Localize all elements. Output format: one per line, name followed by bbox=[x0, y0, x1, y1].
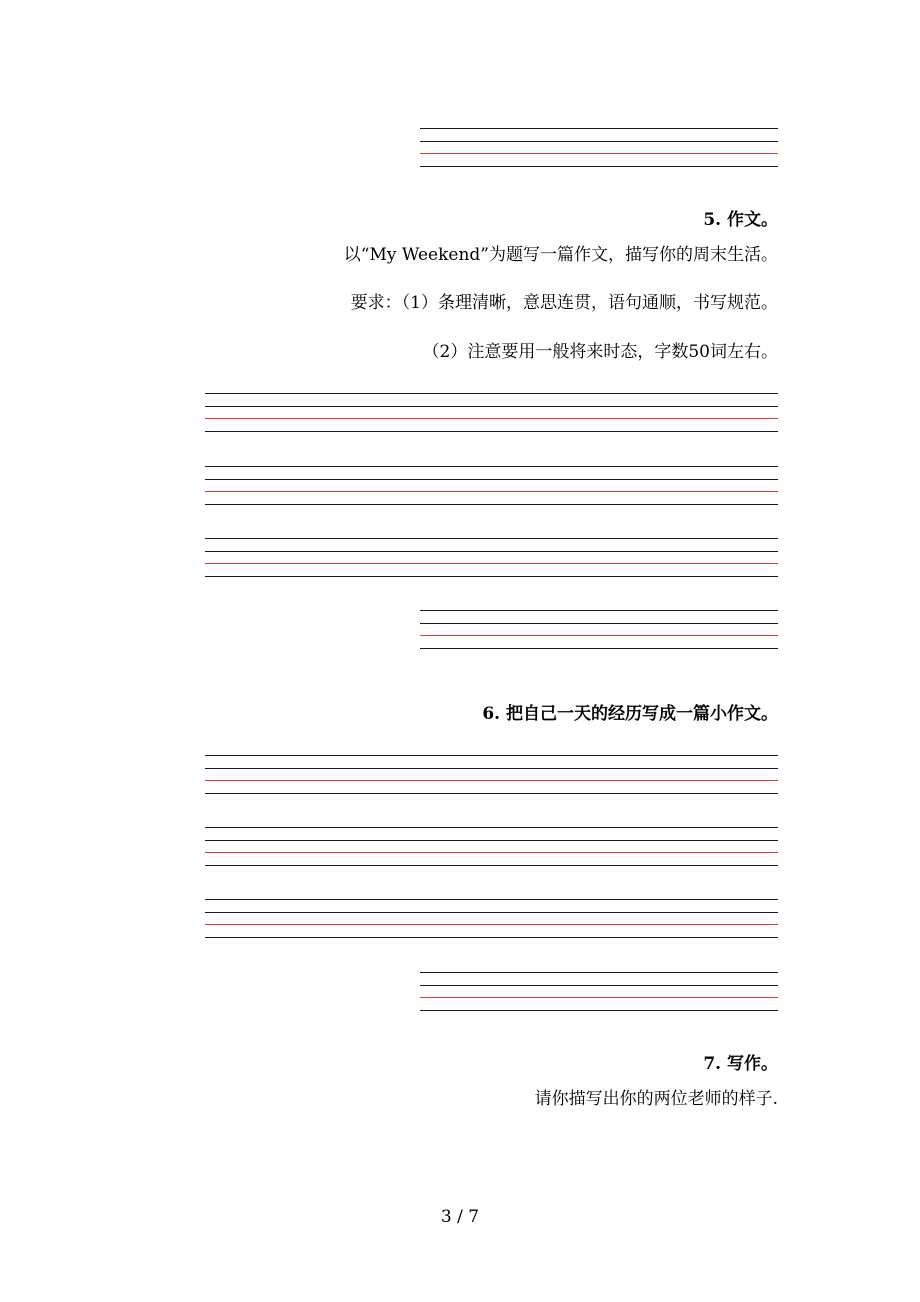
writing-lines bbox=[205, 827, 778, 867]
writing-lines bbox=[205, 466, 778, 506]
ruled-line bbox=[205, 551, 778, 552]
writing-lines bbox=[420, 972, 778, 1012]
guide-line bbox=[205, 852, 778, 853]
ruled-line bbox=[205, 937, 778, 938]
ruled-line bbox=[205, 865, 778, 866]
writing-lines bbox=[205, 538, 778, 578]
ruled-line bbox=[205, 431, 778, 432]
guide-line bbox=[205, 780, 778, 781]
ruled-line bbox=[205, 466, 778, 467]
ruled-line bbox=[205, 840, 778, 841]
ruled-line bbox=[205, 576, 778, 577]
question-5-requirement-2: （2）注意要用一般将来时态，字数50词左右。 bbox=[422, 342, 778, 362]
question-5-heading: 5. 作文。 bbox=[703, 210, 778, 230]
ruled-line bbox=[420, 166, 778, 167]
question-5-requirement-1: 要求：（1）条理清晰，意思连贯，语句通顺，书写规范。 bbox=[350, 293, 778, 313]
writing-lines bbox=[420, 610, 778, 650]
ruled-line bbox=[205, 827, 778, 828]
guide-line bbox=[420, 635, 778, 636]
ruled-line bbox=[420, 128, 778, 129]
ruled-line bbox=[205, 393, 778, 394]
question-6-heading: 6. 把自己一天的经历写成一篇小作文。 bbox=[482, 704, 778, 724]
ruled-line bbox=[420, 623, 778, 624]
ruled-line bbox=[420, 972, 778, 973]
ruled-line bbox=[420, 1010, 778, 1011]
ruled-line bbox=[205, 912, 778, 913]
guide-line bbox=[205, 563, 778, 564]
writing-lines bbox=[205, 755, 778, 795]
writing-lines bbox=[420, 128, 778, 168]
guide-line bbox=[420, 997, 778, 998]
ruled-line bbox=[420, 610, 778, 611]
ruled-line bbox=[205, 755, 778, 756]
ruled-line bbox=[420, 141, 778, 142]
ruled-line bbox=[205, 479, 778, 480]
guide-line bbox=[205, 418, 778, 419]
ruled-line bbox=[205, 793, 778, 794]
question-7-heading: 7. 写作。 bbox=[703, 1054, 778, 1074]
ruled-line bbox=[205, 768, 778, 769]
guide-line bbox=[420, 153, 778, 154]
guide-line bbox=[205, 924, 778, 925]
ruled-line bbox=[205, 538, 778, 539]
ruled-line bbox=[205, 504, 778, 505]
ruled-line bbox=[205, 406, 778, 407]
writing-lines bbox=[205, 393, 778, 433]
writing-lines bbox=[205, 899, 778, 939]
ruled-line bbox=[205, 899, 778, 900]
ruled-line bbox=[420, 648, 778, 649]
guide-line bbox=[205, 491, 778, 492]
ruled-line bbox=[420, 985, 778, 986]
question-5-prompt: 以“My Weekend”为题写一篇作文，描写你的周末生活。 bbox=[343, 245, 778, 265]
question-7-prompt: 请你描写出你的两位老师的样子. bbox=[534, 1089, 778, 1109]
page-number: 3 / 7 bbox=[440, 1207, 480, 1227]
